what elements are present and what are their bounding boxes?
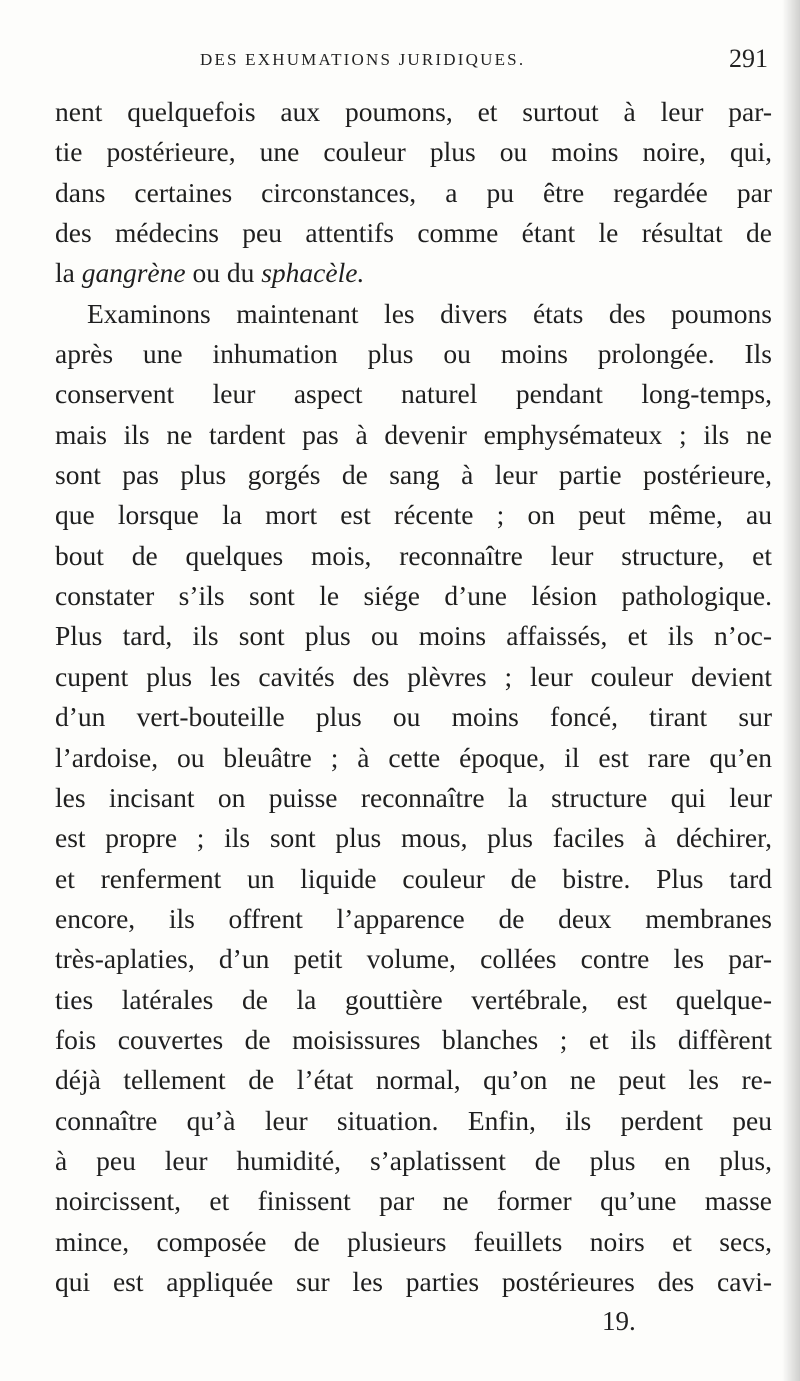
text-line-12: bout de quelques mois, reconnaître leur structure, et [55,539,772,571]
text-line-24: fois couvertes de moisissures blanches ; et ils diffèrent [55,1023,772,1055]
text-line-15: cupent plus les cavités des plèvres ; leur couleur devient [55,660,772,692]
text-line-25: déjà tellement de l’état normal, qu’on ne peut les re- [55,1064,772,1096]
italic-gangrene: gangrène [81,257,186,289]
text-line-21: encore, ils offrent l’apparence de deux membranes [55,902,772,934]
body-text [55,92,772,1302]
text-line-23: ties latérales de la gouttière vertébrale, est quelque- [55,983,772,1015]
text-line-20: et renferment un liquide couleur de bistre. Plus tard [55,862,772,894]
text-line-30: qui est appliquée sur les parties postérieures des cavi- [55,1265,772,1297]
page-edge-shadow [782,0,800,1381]
text-line-8: conservent leur aspect naturel pendant long-temps, [55,378,772,410]
text-line-27: à peu leur humidité, s’aplatissent de plus en plus, [55,1144,772,1176]
line5-prefix: la [55,257,82,289]
signature-mark: 19. [602,1306,636,1336]
text-line-9: mais ils ne tardent pas à devenir emphysémateux ; ils ne [55,418,772,450]
page-number: 291 [729,44,768,73]
text-line-1: nent quelquefois aux poumons, et surtout à leur par- [55,96,772,127]
text-line-7: après une inhumation plus ou moins prolongée. Ils [55,338,772,370]
line5-middle: ou du [185,257,262,289]
text-line-2: tie postérieure, une couleur plus ou moins noire, qui, [55,136,772,168]
paragraph-start-line: Examinons maintenant les divers états des poumons [87,297,772,329]
text-line-3: dans certaines circonstances, a pu être regardée par [55,176,772,208]
running-head: DES EXHUMATIONS JURIDIQUES. [200,50,526,69]
text-line-16: d’un vert-bouteille plus ou moins foncé, tirant sur [55,701,772,733]
page-header [200,44,770,78]
text-line-11: que lorsque la mort est récente ; on peut même, au [55,499,772,531]
text-line-4: des médecins peu attentifs comme étant le résultat de [55,217,772,249]
text-line-13: constater s’ils sont le siége d’une lésion pathologique. [55,580,772,612]
text-line-28: noircissent, et finissent par ne former qu’une masse [55,1185,772,1217]
text-line-5 [55,253,772,293]
text-line-19: est propre ; ils sont plus mous, plus faciles à déchirer, [55,822,772,854]
italic-sphacele: sphacèle. [261,257,365,289]
text-line-26: connaître qu’à leur situation. Enfin, ils perdent peu [55,1104,772,1136]
text-line-17: l’ardoise, ou bleuâtre ; à cette époque, il est rare qu’en [55,741,772,773]
text-line-22: très-aplaties, d’un petit volume, collées contre les par- [55,943,772,975]
text-line-18: les incisant on puisse reconnaître la structure qui leur [55,781,772,813]
text-line-14: Plus tard, ils sont plus ou moins affaissés, et ils n’oc- [55,620,772,652]
text-line-10: sont pas plus gorgés de sang à leur partie postérieure, [55,459,772,491]
text-line-29: mince, composée de plusieurs feuillets noirs et secs, [55,1225,772,1257]
